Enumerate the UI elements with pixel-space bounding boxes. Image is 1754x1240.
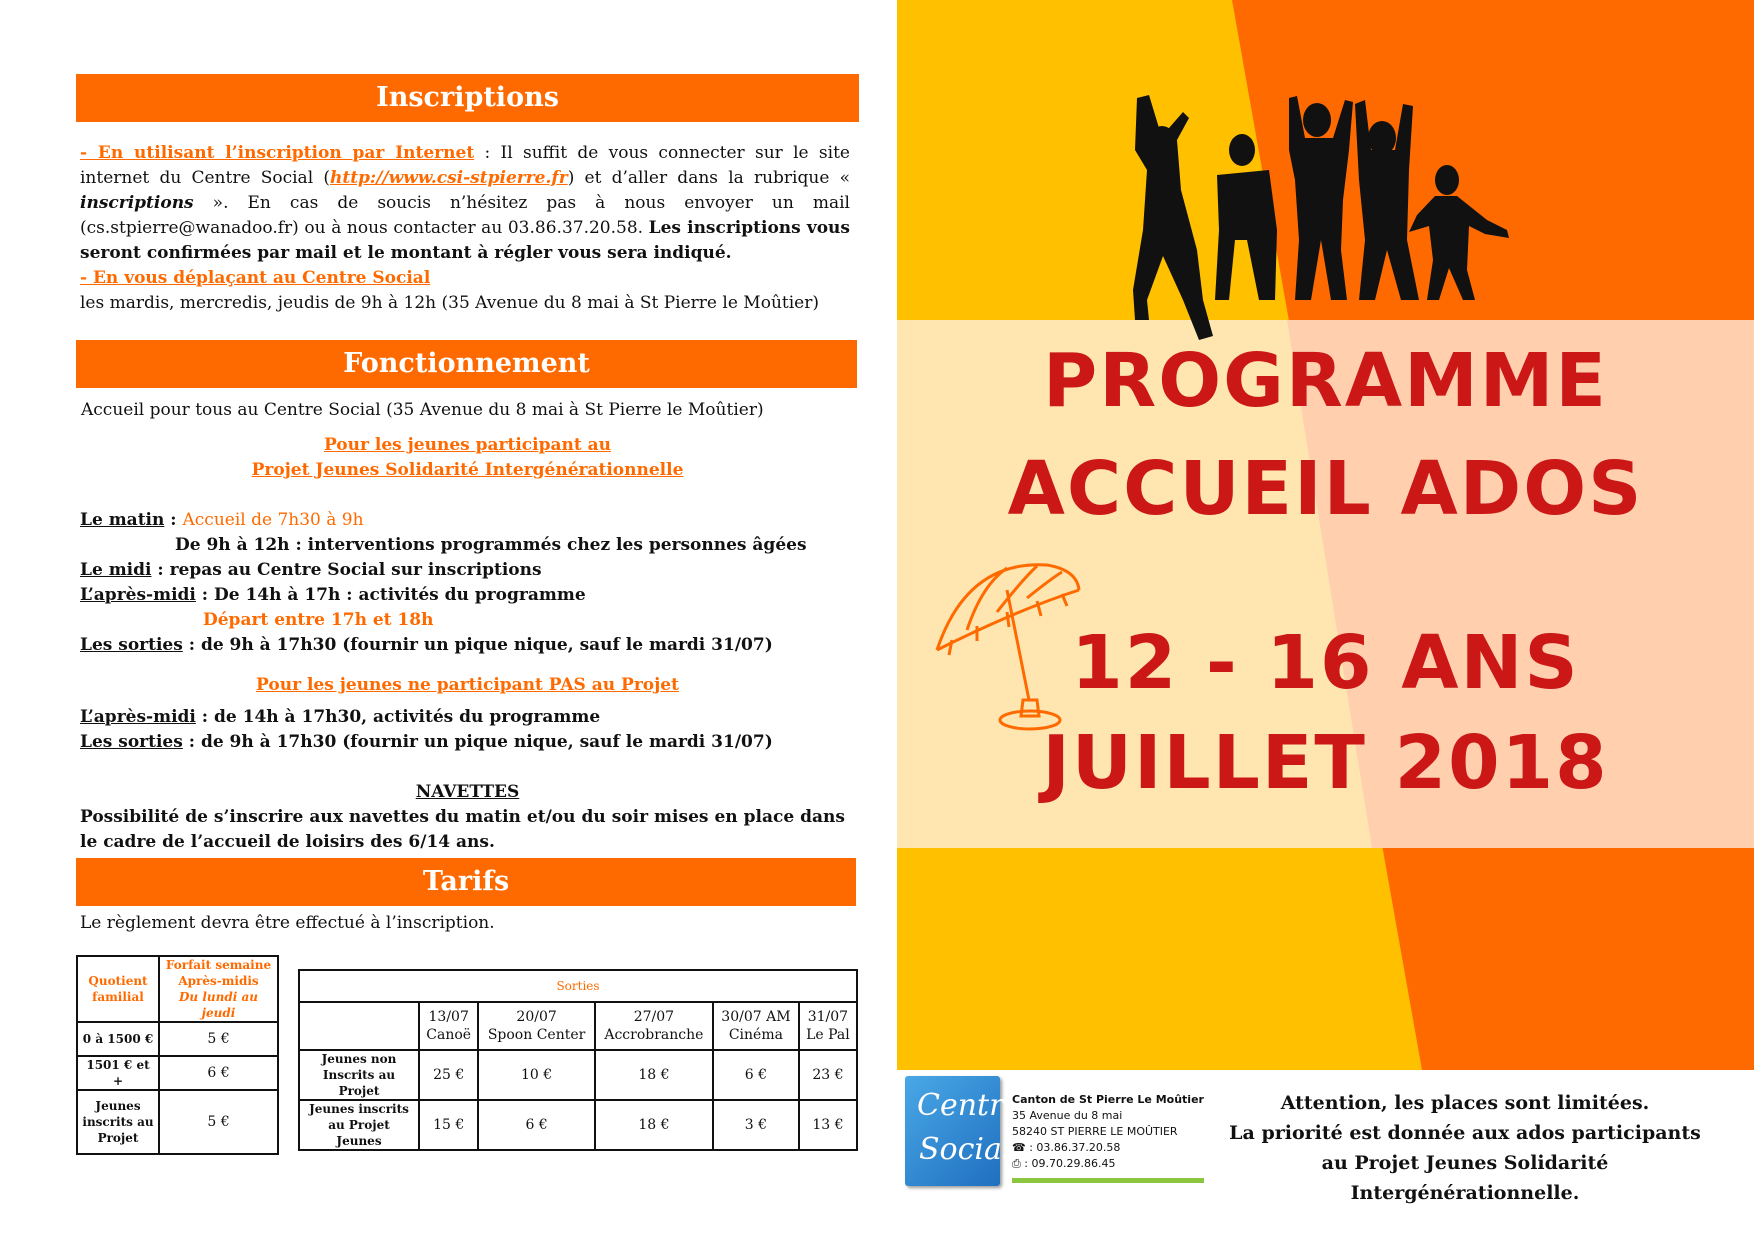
sortie-date: 30/07 AM [721, 1009, 791, 1025]
logo-word-2: Social [919, 1132, 1012, 1167]
forfait-header-line1: Forfait semaine [165, 958, 272, 972]
sorties-price: 6 € [713, 1050, 799, 1100]
apresmidi2-text: : de 14h à 17h30, activités du programme [195, 707, 601, 727]
apresmidi2-line [80, 705, 600, 730]
non-projet-heading: Pour les jeunes ne participant PAS au Projet [256, 675, 679, 695]
internet-text-2: ) et d’aller dans la rubrique « [567, 168, 850, 188]
apresmidi-label: L’après-midi [80, 585, 196, 605]
contact-fax: ⎙ : 09.70.29.86.45 [1012, 1157, 1116, 1170]
site-link[interactable]: http://www.csi-stpierre.fr [329, 168, 568, 188]
forfait-row-value: 5 € [159, 1022, 278, 1056]
reglement-text: Le règlement devra être effectué à l’inscription. [80, 913, 495, 933]
forfait-table [76, 955, 279, 1155]
fonctionnement-header: Fonctionnement [76, 340, 857, 388]
sorties-text: : de 9h à 17h30 (fournir un pique nique, sauf le mardi 31/07) [182, 635, 773, 655]
sortie-date: 27/07 [633, 1009, 675, 1025]
sorties-table-corner [299, 1002, 419, 1050]
contact-phone: ☎ : 03.86.37.20.58 [1012, 1141, 1121, 1154]
forfait-row-value: 5 € [159, 1090, 278, 1154]
midi-text: : repas au Centre Social sur inscriptions [151, 560, 542, 580]
sorties2-text: : de 9h à 17h30 (fournir un pique nique, sauf le mardi 31/07) [182, 732, 773, 752]
sorties-row-label: Jeunes inscrits au Projet Jeunes [299, 1100, 419, 1150]
sorties2-line [80, 730, 773, 755]
forfait-header-line3: Du lundi au jeudi [179, 990, 258, 1020]
attention-line-2: La priorité est donnée aux ados participants au Projet Jeunes Solidarité Intergénérationnelle. [1229, 1122, 1701, 1204]
rubrique-name: inscriptions [80, 193, 194, 213]
sortie-name: Accrobranche [604, 1027, 704, 1043]
confirmation-note: Les inscriptions vous seront confirmées par mail et le montant à régler vous sera indiqué. [80, 218, 850, 263]
logo-word-1: Centre [917, 1088, 1022, 1123]
depart-text: Départ entre 17h et 18h [203, 610, 434, 630]
contact-underline [1012, 1178, 1204, 1183]
matin-accueil: Accueil de 7h30 à 9h [182, 510, 364, 530]
contact-address2: 58240 ST PIERRE LE MOÛTIER [1012, 1125, 1178, 1138]
sorties-table [298, 969, 858, 1151]
cover-age-range: 12 - 16 ANS [1071, 620, 1580, 706]
apresmidi-text: : De 14h à 17h : activités du programme [195, 585, 586, 605]
sorties-price: 18 € [595, 1100, 713, 1150]
cover-title-2: ACCUEIL ADOS [1007, 446, 1644, 532]
cover-date: JUILLET 2018 [1042, 720, 1609, 806]
attention-note [1215, 1088, 1715, 1208]
sortie-name: Cinéma [728, 1027, 783, 1043]
forfait-row-value: 6 € [159, 1056, 278, 1090]
forfait-row-label: Jeunes inscrits au Projet [77, 1090, 159, 1154]
projet-heading-2: Projet Jeunes Solidarité Intergénérationnelle [251, 460, 684, 480]
sorties-row [299, 1100, 857, 1150]
forfait-header-forfait [159, 956, 278, 1022]
contact-org: Canton de St Pierre Le Moûtier [1012, 1093, 1204, 1106]
matin-detail: De 9h à 12h : interventions programmés chez les personnes âgées [175, 535, 807, 555]
sorties-price: 15 € [419, 1100, 478, 1150]
navettes-title: NAVETTES [415, 782, 520, 802]
sortie-name: Canoë [426, 1027, 472, 1043]
projet-heading-1: Pour les jeunes participant au [323, 435, 612, 455]
sorties-price: 6 € [478, 1100, 594, 1150]
sortie-col-lepal [799, 1002, 857, 1050]
sorties-label: Les sorties [80, 635, 183, 655]
forfait-row [77, 1022, 278, 1056]
cover-panel [897, 0, 1754, 1070]
matin-sep: : [164, 510, 183, 530]
sortie-col-cinema [713, 1002, 799, 1050]
centre-hours: les mardis, mercredis, jeudis de 9h à 12h (35 Avenue du 8 mai à St Pierre le Moûtier) [80, 293, 819, 313]
forfait-header-line2: Après-midis [178, 974, 259, 988]
cover-background [897, 0, 1754, 1070]
sortie-date: 20/07 [516, 1009, 557, 1025]
sortie-col-accrobranche [595, 1002, 713, 1050]
sorties-price: 23 € [799, 1050, 857, 1100]
apresmidi-line [80, 583, 586, 608]
navettes-text: Possibilité de s’inscrire aux navettes du matin et/ou du soir mises en place dans le cadre de l’accueil de loisirs des 6/14 ans. [80, 807, 845, 852]
sorties-price: 13 € [799, 1100, 857, 1150]
sorties-row-label: Jeunes non Inscrits au Projet [299, 1050, 419, 1100]
midi-label: Le midi [80, 560, 152, 580]
tarifs-header: Tarifs [76, 858, 856, 906]
sortie-date: 31/07 [807, 1009, 849, 1025]
internet-text-3: ». En cas de soucis n’hésitez pas à nous envoyer un mail (cs.stpierre@wanadoo.fr) ou à nous contacter au 03.86.37.20.58. [80, 193, 850, 238]
sortie-col-canoe [419, 1002, 478, 1050]
matin-line [80, 508, 364, 533]
sorties-line [80, 633, 773, 658]
sorties-row [299, 1050, 857, 1100]
internet-text: : Il suffit de vous connecter sur le site internet du Centre Social ( [80, 143, 850, 188]
sorties-price: 25 € [419, 1050, 478, 1100]
centre-label: - En vous déplaçant au Centre Social [80, 268, 431, 288]
cover-title-1: PROGRAMME [1043, 338, 1608, 424]
sorties-table-title: Sorties [299, 970, 857, 1002]
apresmidi2-label: L’après-midi [80, 707, 196, 727]
contact-address1: 35 Avenue du 8 mai [1012, 1109, 1123, 1122]
centre-social-logo [905, 1076, 1022, 1186]
forfait-row [77, 1056, 278, 1090]
matin-label: Le matin [80, 510, 165, 530]
forfait-row [77, 1090, 278, 1154]
internet-label: - En utilisant l’inscription par Internet [80, 143, 475, 163]
forfait-header-quotient: Quotient familial [77, 956, 159, 1022]
sortie-col-spoon [478, 1002, 594, 1050]
sorties-price: 3 € [713, 1100, 799, 1150]
sortie-name: Spoon Center [487, 1027, 586, 1043]
sorties2-label: Les sorties [80, 732, 183, 752]
inscriptions-internet-paragraph [80, 141, 850, 266]
inscriptions-header: Inscriptions [76, 74, 859, 122]
accueil-text: Accueil pour tous au Centre Social (35 Avenue du 8 mai à St Pierre le Moûtier) [81, 400, 764, 420]
attention-line-1: Attention, les places sont limitées. [1280, 1092, 1650, 1114]
sorties-price: 18 € [595, 1050, 713, 1100]
sortie-date: 13/07 [428, 1009, 469, 1025]
sortie-name: Le Pal [806, 1027, 850, 1043]
contact-block [1012, 1092, 1204, 1172]
midi-line [80, 558, 542, 583]
sorties-price: 10 € [478, 1050, 594, 1100]
forfait-row-label: 0 à 1500 € [77, 1022, 159, 1056]
forfait-row-label: 1501 € et + [77, 1056, 159, 1090]
